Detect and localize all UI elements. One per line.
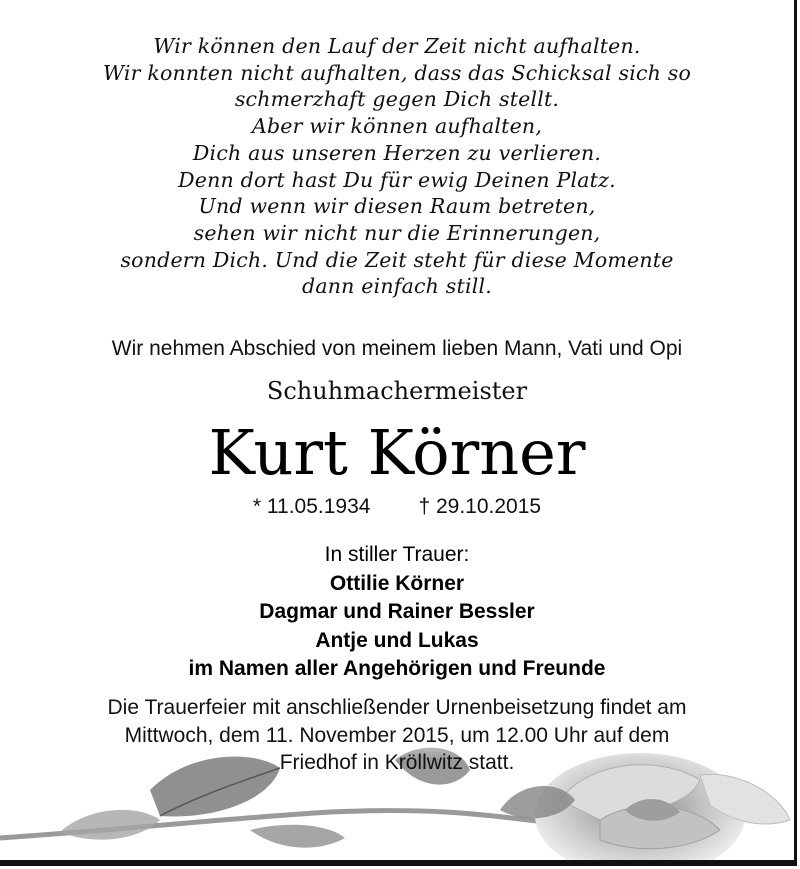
poem-line: Dich aus unseren Herzen zu verlieren. (192, 140, 602, 165)
poem-line: Und wenn wir diesen Raum betreten, (198, 194, 596, 219)
poem-line: Wir konnten nicht aufhalten, dass das Schicksal sich so (102, 60, 692, 85)
mourner-name: Ottilie Körner (329, 571, 465, 595)
poem-line: sondern Dich. Und die Zeit steht für diese Momente (120, 247, 674, 272)
mourners-block (0, 541, 794, 684)
mourner-name: Dagmar und Rainer Bessler (259, 600, 535, 623)
farewell-text: Wir nehmen Abschied von meinem lieben Mann, Vati und Opi (111, 337, 683, 360)
poem-line: sehen wir nicht nur die Erinnerungen, (193, 220, 601, 245)
poem-line: Aber wir können aufhalten, (251, 114, 543, 139)
profession-title: Schuhmachermeister (266, 377, 528, 405)
death-date: † 29.10.2015 (418, 495, 542, 518)
mourning-intro: In stiller Trauer: (324, 543, 470, 566)
ceremony-line: Mittwoch, dem 11. November 2015, um 12.00 Uhr auf dem (124, 723, 670, 747)
ceremony-info (0, 694, 794, 777)
deceased-name: Kurt Körner (208, 416, 586, 489)
poem-line: schmerzhaft gegen Dich stellt. (234, 87, 560, 112)
rose-leaf (60, 810, 160, 840)
ceremony-line: Friedhof in Kröllwitz statt. (279, 751, 515, 774)
mourner-name: Antje und Lukas (315, 628, 479, 652)
poem (0, 33, 794, 300)
ceremony-line: Die Trauerfeier mit anschließender Urnenbeisetzung findet am (107, 696, 687, 719)
rose-leaf (250, 825, 345, 848)
poem-line: Denn dort hast Du für ewig Deinen Platz. (178, 167, 616, 192)
birth-date: * 11.05.1934 (252, 495, 371, 518)
life-dates (0, 495, 794, 519)
poem-line: dann einfach still. (302, 274, 492, 299)
poem-line: Wir können den Lauf der Zeit nicht aufhalten. (153, 34, 641, 58)
mourner-name: im Namen aller Angehörigen und Freunde (188, 657, 606, 680)
